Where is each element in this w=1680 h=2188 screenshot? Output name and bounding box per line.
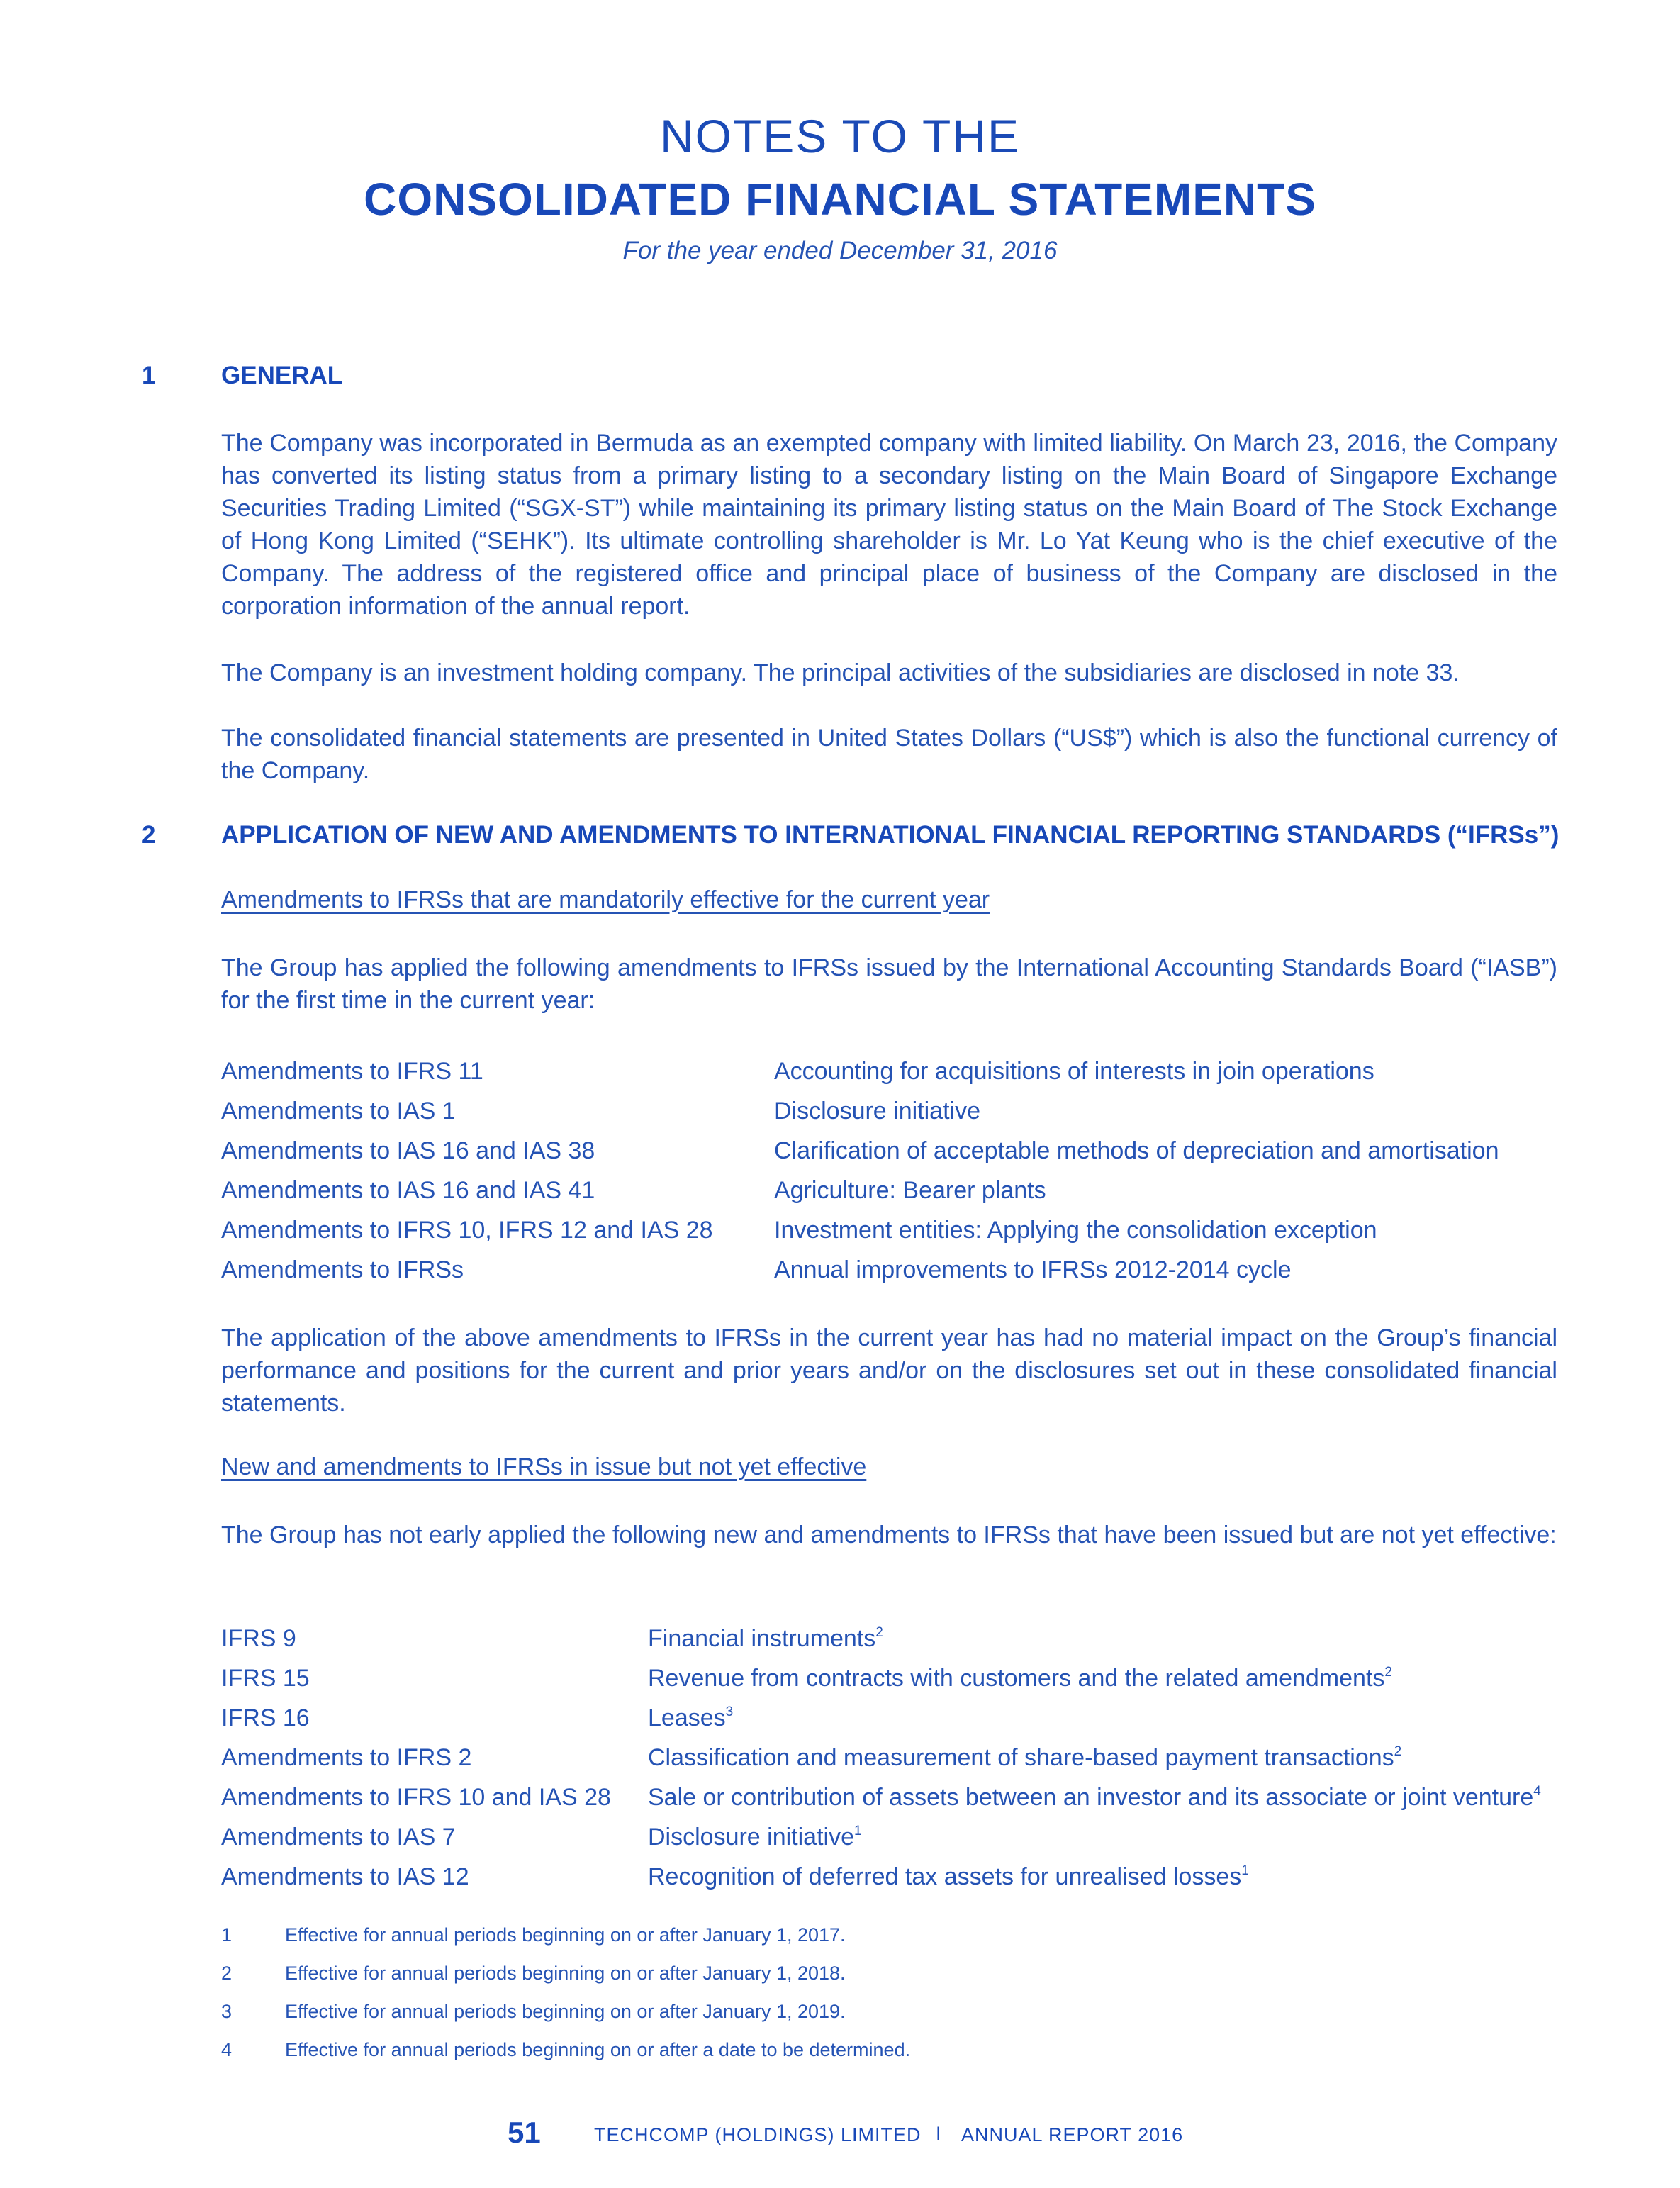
- list-item: [221, 1704, 1568, 1744]
- footnote-number: 4: [221, 2039, 233, 2060]
- standard-description: [648, 1704, 733, 1732]
- footnote-text: Effective for annual periods beginning on or after a date to be determined.: [285, 2039, 911, 2060]
- standard-name: Amendments to IFRS 10, IFRS 12 and IAS 28: [221, 1217, 713, 1244]
- section-1-paragraph-2: The Company is an investment holding company. The principal activities of the subsidiaries are disclosed in note 33.: [221, 659, 1460, 686]
- footer-report-title: ANNUAL REPORT 2016: [961, 2124, 1184, 2145]
- list-item: [221, 1625, 1568, 1665]
- section-2-intro-not-applied: The Group has not early applied the following new and amendments to IFRSs that have been issued but are not yet effective:: [221, 1522, 1557, 1548]
- footer-company-name: TECHCOMP (HOLDINGS) LIMITED: [594, 2124, 922, 2145]
- footnote-number: 1: [221, 1924, 233, 1946]
- footnote-text: Effective for annual periods beginning on or after January 1, 2018.: [285, 1963, 846, 1984]
- standard-description: Disclosure initiative: [774, 1098, 980, 1124]
- standard-description: Investment entities: Applying the consolidation exception: [774, 1217, 1377, 1244]
- list-item: [221, 1098, 1568, 1137]
- standard-name: Amendments to IAS 16 and IAS 41: [221, 1177, 595, 1204]
- standard-name: Amendments to IAS 12: [221, 1863, 469, 1890]
- list-item: [221, 1058, 1568, 1098]
- footer-separator: I: [936, 2123, 941, 2144]
- standard-name: IFRS 16: [221, 1704, 310, 1731]
- section-1-title: GENERAL: [221, 362, 343, 389]
- standard-name: Amendments to IFRS 10 and IAS 28: [221, 1784, 611, 1811]
- standard-name: Amendments to IFRS 11: [221, 1058, 483, 1085]
- standard-name: IFRS 9: [221, 1625, 296, 1652]
- standard-name: Amendments to IAS 16 and IAS 38: [221, 1137, 595, 1164]
- description-text: Sale or contribution of assets between an investor and its associate or joint venture: [648, 1784, 1534, 1811]
- description-text: Disclosure initiative: [648, 1824, 854, 1851]
- standard-description: [648, 1744, 1401, 1772]
- standard-description: [648, 1824, 862, 1851]
- page-header-notes: NOTES TO THE: [659, 110, 1021, 162]
- page-footer: [0, 2116, 1680, 2158]
- list-item: [221, 1256, 1568, 1296]
- list-item: [221, 1744, 1568, 1784]
- standard-description: [648, 1784, 1541, 1812]
- footnote-ref: 2: [1384, 1665, 1392, 1680]
- page-number: 51: [508, 2116, 541, 2149]
- list-item: [221, 1824, 1568, 1863]
- footnote-number: 3: [221, 2001, 233, 2022]
- section-2-intro-applied: The Group has applied the following amendments to IFRSs issued by the International Accounting Standards Board (“IASB”) for the first time in the current year:: [221, 954, 1557, 1014]
- footnote-ref: 4: [1533, 1784, 1541, 1799]
- standard-description: Accounting for acquisitions of interests in join operations: [774, 1058, 1374, 1085]
- footnote-number: 2: [221, 1963, 233, 1984]
- footnote-ref: 2: [1394, 1744, 1402, 1759]
- list-item: [221, 1137, 1568, 1177]
- description-text: Recognition of deferred tax assets for unrealised losses: [648, 1863, 1242, 1890]
- page-title: CONSOLIDATED FINANCIAL STATEMENTS: [364, 174, 1316, 225]
- footnote-ref: 1: [1241, 1863, 1249, 1878]
- list-item: [221, 1863, 1568, 1903]
- description-text: Revenue from contracts with customers and the related amendments: [648, 1665, 1385, 1692]
- page-subtitle-period: For the year ended December 31, 2016: [622, 237, 1058, 264]
- section-1-number: 1: [142, 362, 156, 389]
- section-2-number: 2: [142, 821, 156, 849]
- standard-description: [648, 1665, 1392, 1692]
- footnote-text: Effective for annual periods beginning on or after January 1, 2017.: [285, 1924, 846, 1946]
- standard-name: IFRS 15: [221, 1665, 310, 1692]
- standard-description: [648, 1863, 1249, 1891]
- footnote-ref: 2: [875, 1625, 883, 1640]
- list-item: [221, 1665, 1568, 1704]
- list-item: [221, 1217, 1568, 1256]
- standard-description: Clarification of acceptable methods of depreciation and amortisation: [774, 1137, 1499, 1164]
- list-item: [221, 1784, 1568, 1824]
- standard-name: Amendments to IAS 7: [221, 1824, 456, 1851]
- standard-description: Annual improvements to IFRSs 2012-2014 cycle: [774, 1256, 1292, 1283]
- description-text: Financial instruments: [648, 1625, 876, 1652]
- section-2-conclusion: The application of the above amendments to IFRSs in the current year has had no material impact on the Group’s financial performance and positions for the current and prior years and/or on the disclosures set out in these consolidated financial statements.: [221, 1324, 1557, 1417]
- section-1-paragraph-1: The Company was incorporated in Bermuda as an exempted company with limited liability. On March 23, 2016, the Company has converted its listing status from a primary listing to a secondary listing on the Main Board of Singapore Exchange Securities Trading Limited (“SGX-ST”) while maintaining its primary listing status on the Main Board of The Stock Exchange of Hong Kong Limited (“SEHK”). Its ultimate controlling shareholder is Mr. Lo Yat Keung who is the chief executive of the Company. The address of the registered office and principal place of business of the Company are disclosed in the corporation information of the annual report.: [221, 430, 1557, 620]
- subheading-not-yet-effective: New and amendments to IFRSs in issue but not yet effective: [221, 1453, 867, 1480]
- description-text: Classification and measurement of share-based payment transactions: [648, 1744, 1394, 1771]
- description-text: Leases: [648, 1704, 726, 1731]
- standard-name: Amendments to IAS 1: [221, 1098, 456, 1124]
- subheading-effective-current-year: Amendments to IFRSs that are mandatorily effective for the current year: [221, 886, 990, 913]
- footnote-text: Effective for annual periods beginning on or after January 1, 2019.: [285, 2001, 846, 2022]
- section-1-paragraph-3: The consolidated financial statements are presented in United States Dollars (“US$”) which is also the functional currency of the Company.: [221, 725, 1557, 784]
- standard-description: [648, 1625, 883, 1653]
- standard-name: Amendments to IFRS 2: [221, 1744, 472, 1771]
- footnote-ref: 3: [725, 1704, 734, 1719]
- standard-name: Amendments to IFRSs: [221, 1256, 464, 1283]
- standard-description: Agriculture: Bearer plants: [774, 1177, 1046, 1204]
- list-item: [221, 1177, 1568, 1217]
- footnote-ref: 1: [854, 1824, 862, 1838]
- section-2-title: APPLICATION OF NEW AND AMENDMENTS TO INTERNATIONAL FINANCIAL REPORTING STANDARDS (“IFRSs”): [221, 821, 1559, 849]
